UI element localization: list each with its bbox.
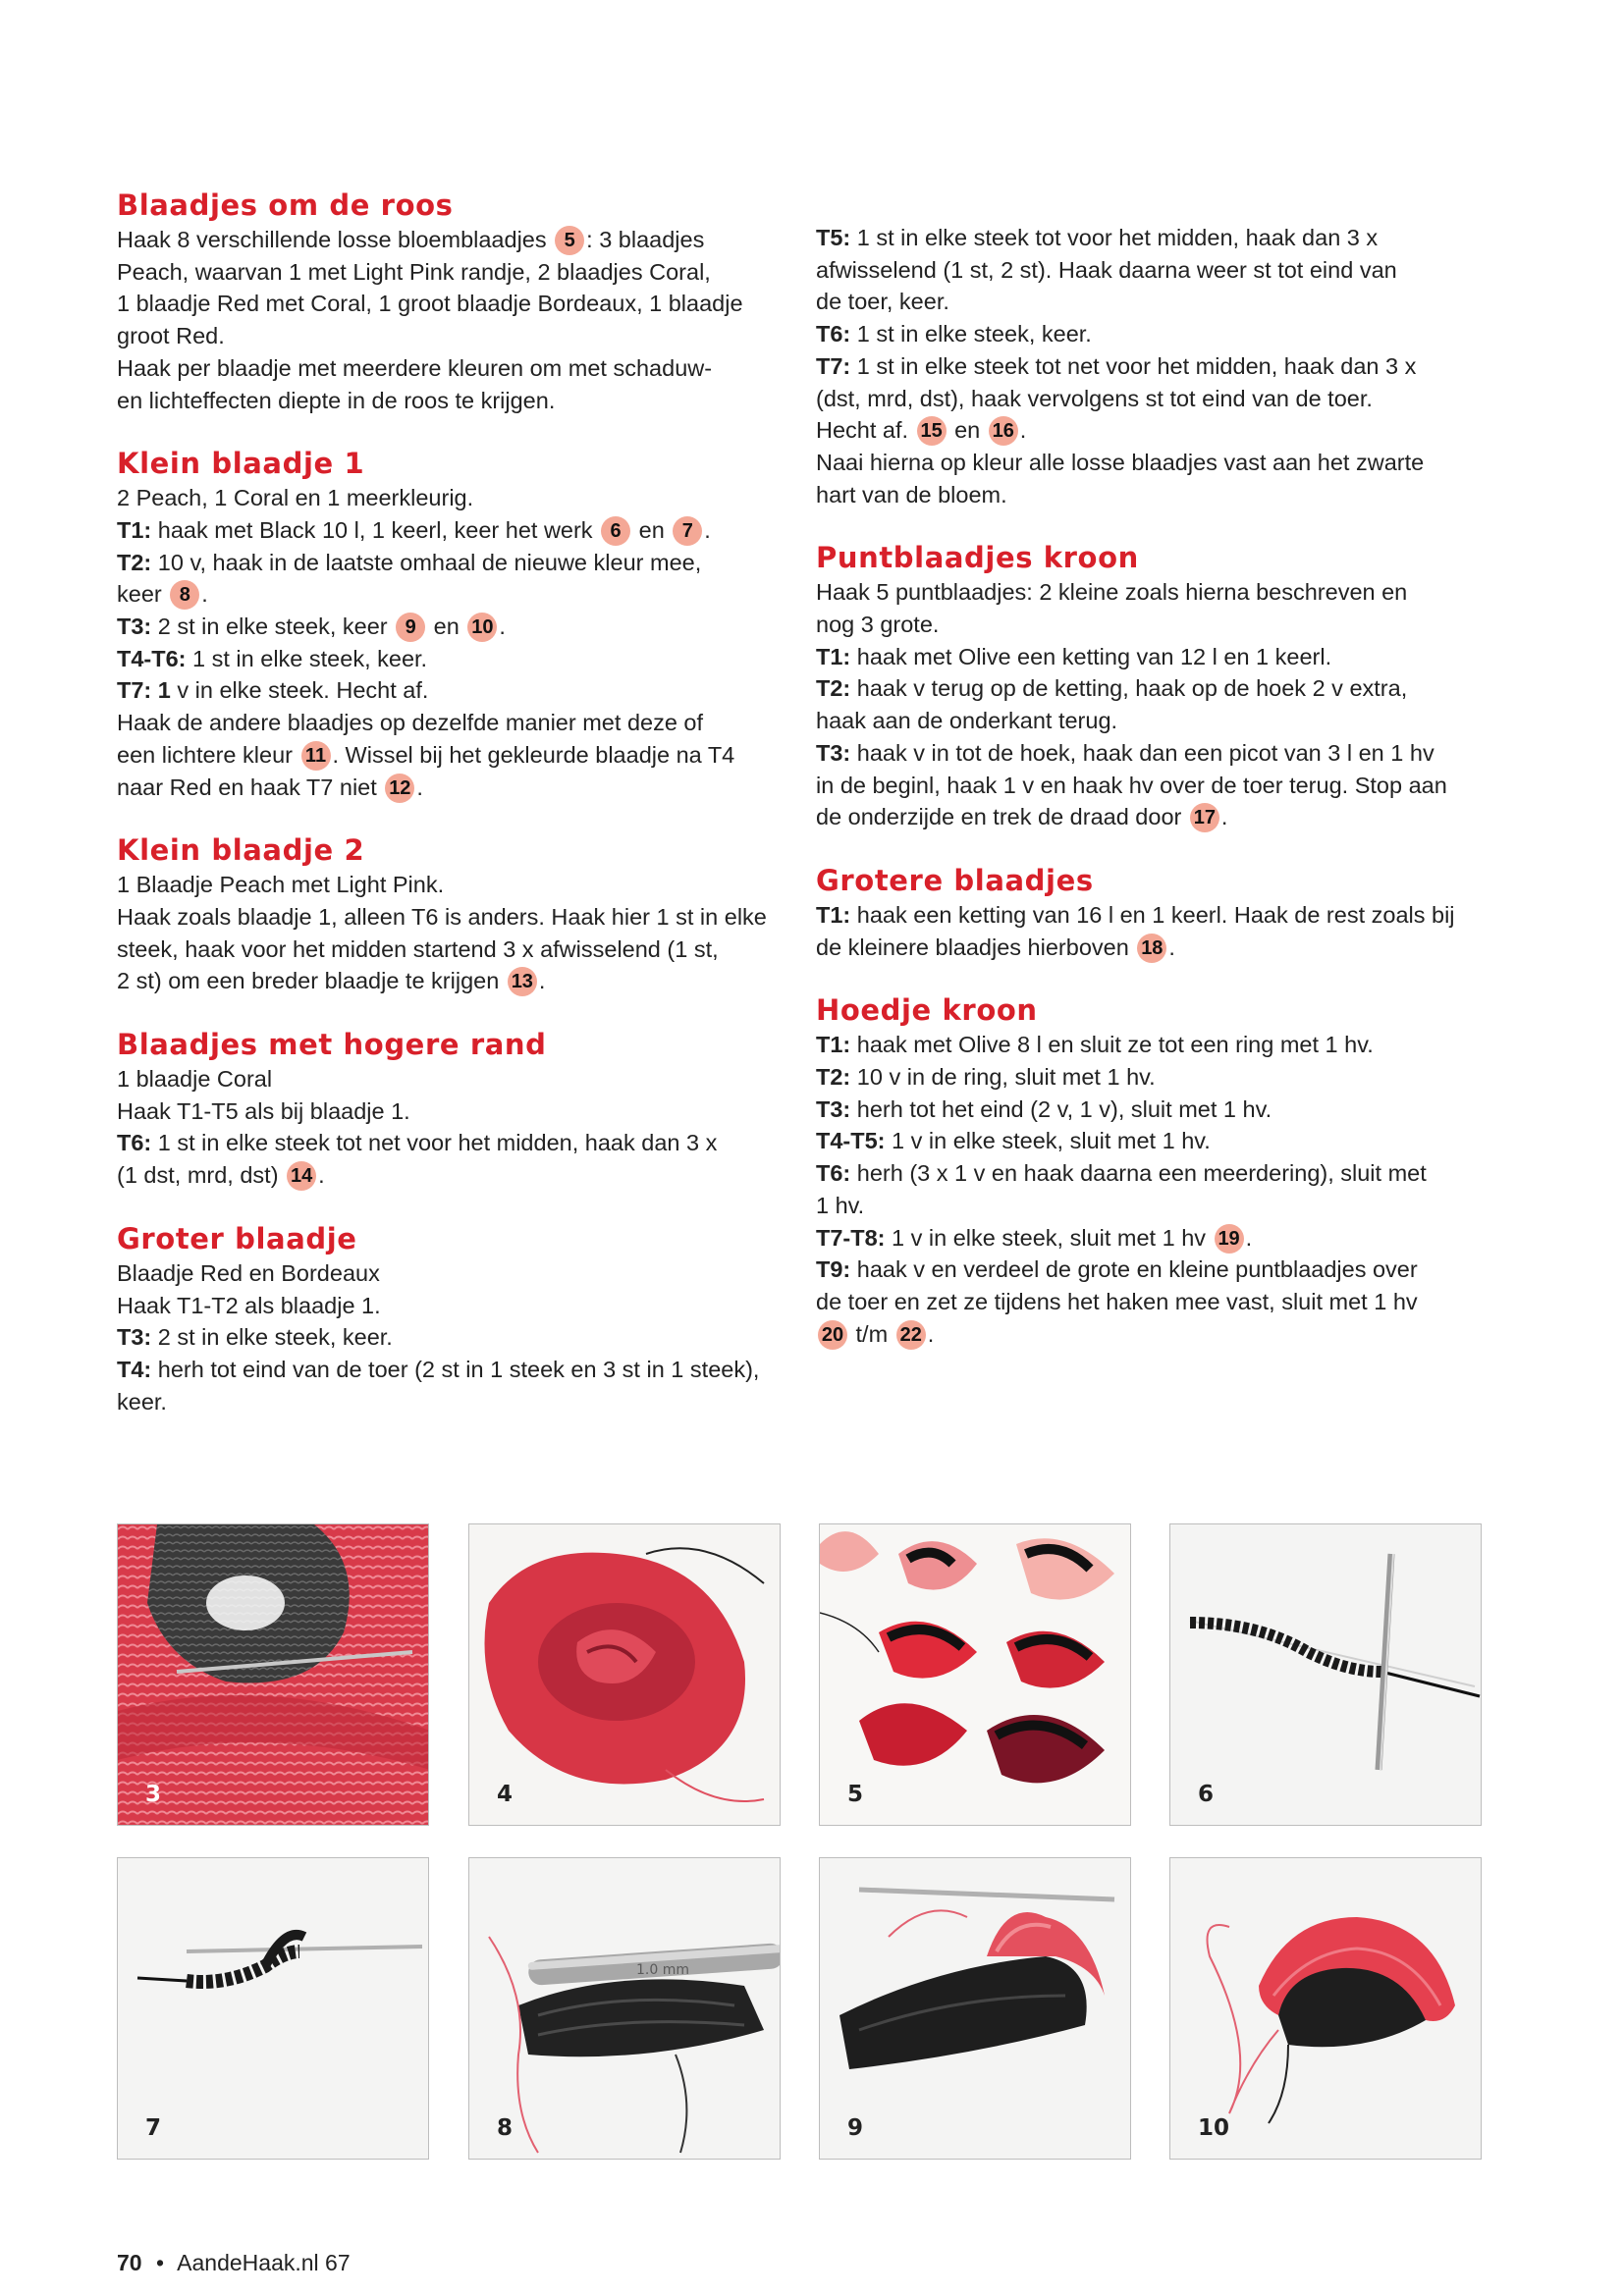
round-label: T1: bbox=[816, 901, 851, 928]
text-run: (1 dst, mrd, dst) bbox=[117, 1162, 286, 1189]
text-line bbox=[816, 414, 1503, 447]
text-line bbox=[117, 965, 804, 997]
section-heading: Klein blaadje 2 bbox=[117, 833, 365, 868]
footer-source: AandeHaak.nl 67 bbox=[177, 2250, 351, 2275]
text-line bbox=[117, 1321, 804, 1354]
step-badge: 16 bbox=[989, 416, 1018, 446]
text-run: hart van de bloem. bbox=[816, 481, 1007, 507]
round-label: T6: bbox=[816, 1160, 851, 1187]
text-line bbox=[117, 707, 804, 739]
text-line bbox=[117, 482, 804, 514]
text-line bbox=[117, 611, 804, 643]
text-line bbox=[117, 869, 804, 901]
section-heading: Hoedje kroon bbox=[816, 993, 1038, 1028]
text-run: . bbox=[201, 581, 208, 608]
text-run: Haak 5 puntblaadjes: 2 kleine zoals hierna beschreven en bbox=[816, 579, 1408, 606]
text-run: Blaadje Red en Bordeaux bbox=[117, 1259, 380, 1286]
text-run: afwisselend (1 st, 2 st). Haak daarna weer st tot eind van bbox=[816, 256, 1397, 283]
text-run: en bbox=[632, 516, 672, 543]
text-line bbox=[816, 770, 1503, 802]
text-run: Haak T1-T5 als bij blaadje 1. bbox=[117, 1097, 410, 1124]
text-run: 2 st) om een breder blaadje te krijgen bbox=[117, 968, 506, 994]
step-badge: 11 bbox=[301, 741, 331, 771]
text-run: en bbox=[427, 614, 466, 640]
text-run: haak aan de onderkant terug. bbox=[816, 708, 1118, 734]
text-line bbox=[816, 286, 1503, 318]
photo-number: 5 bbox=[847, 1782, 864, 1807]
text-run: . bbox=[1168, 934, 1175, 960]
round-label: T1: bbox=[816, 1032, 851, 1058]
photo-number: 3 bbox=[145, 1782, 162, 1807]
text-line bbox=[816, 801, 1503, 833]
section bbox=[816, 991, 1503, 1350]
text-line bbox=[816, 1190, 1503, 1222]
text-run: . bbox=[318, 1162, 325, 1189]
round-label: T6: bbox=[816, 321, 851, 347]
section-heading: Blaadjes om de roos bbox=[117, 188, 454, 222]
text-run: Haak 8 verschillende losse bloemblaadjes bbox=[117, 227, 554, 252]
text-line bbox=[117, 739, 804, 772]
page-footer bbox=[117, 2250, 351, 2276]
photo-9 bbox=[819, 1857, 1131, 2160]
text-line bbox=[816, 479, 1503, 511]
step-badge: 10 bbox=[467, 613, 497, 642]
text-line bbox=[816, 1125, 1503, 1157]
text-run: 2 st in elke steek, keer bbox=[151, 614, 395, 640]
section bbox=[816, 222, 1503, 510]
text-line bbox=[816, 383, 1503, 415]
round-label: T4-T5: bbox=[816, 1128, 886, 1154]
text-run: 2 Peach, 1 Coral en 1 meerkleurig. bbox=[117, 485, 474, 511]
round-label: T6: bbox=[117, 1130, 152, 1156]
text-run: haak v en verdeel de grote en kleine puntblaadjes over bbox=[850, 1256, 1418, 1283]
round-label: T2: bbox=[816, 675, 851, 702]
hook-size-label: 1.0 mm bbox=[636, 1962, 689, 1978]
round-label: T7: bbox=[816, 352, 851, 379]
section bbox=[117, 187, 804, 416]
text-line bbox=[117, 385, 804, 417]
text-run: 1 st in elke steek tot voor het midden, haak dan 3 x bbox=[850, 225, 1379, 250]
text-run: Hecht af. bbox=[816, 417, 915, 444]
section bbox=[117, 445, 804, 803]
text-line bbox=[117, 1257, 804, 1290]
photo-10 bbox=[1169, 1857, 1482, 2160]
section-heading: Blaadjes met hogere rand bbox=[117, 1028, 547, 1062]
photo-number: 4 bbox=[497, 1782, 514, 1807]
text-line bbox=[117, 1127, 804, 1159]
text-line bbox=[816, 672, 1503, 705]
round-label: T2: bbox=[117, 549, 152, 575]
section-heading: Puntblaadjes kroon bbox=[816, 541, 1139, 575]
text-line bbox=[816, 1029, 1503, 1061]
round-label: T1: bbox=[117, 516, 152, 543]
text-run: haak v terug op de ketting, haak op de hoek 2 v extra, bbox=[850, 675, 1408, 702]
text-run: keer bbox=[117, 581, 169, 608]
round-label: T7-T8: bbox=[816, 1224, 886, 1251]
text-line bbox=[117, 578, 804, 611]
text-line bbox=[117, 514, 804, 547]
round-label: T1: bbox=[816, 643, 851, 669]
section-heading: Klein blaadje 1 bbox=[117, 447, 365, 481]
step-badge: 19 bbox=[1215, 1224, 1244, 1254]
photo-number: 7 bbox=[145, 2115, 162, 2141]
text-line bbox=[816, 705, 1503, 737]
section bbox=[117, 1026, 804, 1192]
text-line bbox=[117, 1386, 804, 1418]
text-line bbox=[816, 932, 1503, 964]
text-line bbox=[117, 772, 804, 804]
text-run: herh tot eind van de toer (2 st in 1 steek en 3 st in 1 steek), bbox=[151, 1356, 760, 1382]
text-run: de onderzijde en trek de draad door bbox=[816, 804, 1188, 830]
photo-4 bbox=[468, 1523, 781, 1826]
text-line bbox=[816, 1157, 1503, 1190]
step-badge: 17 bbox=[1190, 803, 1219, 832]
section bbox=[816, 862, 1503, 963]
section-heading: Grotere blaadjes bbox=[816, 863, 1094, 897]
step-badge: 8 bbox=[170, 580, 199, 610]
step-badge: 5 bbox=[555, 226, 584, 255]
photo-3 bbox=[117, 1523, 429, 1826]
text-run: 1 st in elke steek, keer. bbox=[186, 645, 428, 671]
text-run: 10 v in de ring, sluit met 1 hv. bbox=[850, 1064, 1156, 1091]
text-line bbox=[117, 256, 804, 289]
photo-grid bbox=[117, 1523, 1482, 2162]
text-run: de toer en zet ze tijdens het haken mee vast, sluit met 1 hv bbox=[816, 1288, 1418, 1314]
text-run: 1 st in elke steek tot net voor het midden, haak dan 3 x bbox=[850, 352, 1417, 379]
text-line bbox=[816, 641, 1503, 673]
step-badge: 7 bbox=[673, 516, 702, 546]
section bbox=[816, 539, 1503, 833]
text-line bbox=[117, 1290, 804, 1322]
text-line bbox=[117, 1063, 804, 1095]
text-line bbox=[117, 643, 804, 675]
text-line bbox=[117, 1354, 804, 1386]
text-run: . bbox=[704, 516, 711, 543]
text-line bbox=[816, 1061, 1503, 1094]
text-line bbox=[816, 222, 1503, 254]
text-line bbox=[816, 576, 1503, 609]
text-run: Haak per blaadje met meerdere kleuren om met schaduw- bbox=[117, 354, 713, 381]
text-line bbox=[816, 1222, 1503, 1255]
photo-5 bbox=[819, 1523, 1131, 1826]
text-run: haak met Black 10 l, 1 keerl, keer het werk bbox=[151, 516, 600, 543]
text-run: in de beginl, haak 1 v en haak hv over de toer terug. Stop aan bbox=[816, 772, 1447, 798]
text-run: haak een ketting van 16 l en 1 keerl. Haak de rest zoals bij bbox=[850, 901, 1455, 928]
text-run: 10 v, haak in de laatste omhaal de nieuwe kleur mee, bbox=[151, 549, 702, 575]
photo-number: 10 bbox=[1198, 2115, 1230, 2141]
text-run: Haak de andere blaadjes op dezelfde manier met deze of bbox=[117, 710, 704, 736]
round-label: T9: bbox=[816, 1256, 851, 1283]
text-run: . bbox=[1019, 417, 1027, 444]
text-line bbox=[117, 320, 804, 352]
text-run: steek, haak voor het midden startend 3 x afwisselend (1 st, bbox=[117, 935, 719, 962]
text-run: . bbox=[416, 774, 423, 800]
text-run: . bbox=[927, 1320, 935, 1347]
photo-number: 9 bbox=[847, 2115, 864, 2141]
text-run: keer. bbox=[117, 1388, 167, 1415]
text-run: nog 3 grote. bbox=[816, 612, 940, 638]
text-run: 1 hv. bbox=[816, 1192, 865, 1218]
text-line bbox=[117, 901, 804, 934]
section-heading: Groter blaadje bbox=[117, 1221, 357, 1255]
text-run: t/m bbox=[849, 1320, 894, 1347]
text-line bbox=[117, 674, 804, 707]
text-run: (dst, mrd, dst), haak vervolgens st tot eind van de toer. bbox=[816, 385, 1373, 411]
text-line bbox=[816, 609, 1503, 641]
page-number: 70 bbox=[117, 2250, 142, 2275]
text-run: Haak T1-T2 als blaadje 1. bbox=[117, 1292, 381, 1318]
round-label: T3: bbox=[816, 739, 851, 766]
round-label: T7: 1 bbox=[117, 677, 171, 704]
text-run: 1 v in elke steek, sluit met 1 hv. bbox=[885, 1128, 1211, 1154]
text-run: 1 blaadje Coral bbox=[117, 1066, 273, 1093]
text-line bbox=[816, 318, 1503, 350]
text-line bbox=[117, 288, 804, 320]
step-badge: 14 bbox=[287, 1161, 316, 1191]
text-run: haak met Olive een ketting van 12 l en 1 keerl. bbox=[850, 643, 1332, 669]
round-label: T3: bbox=[117, 1324, 152, 1351]
text-line bbox=[816, 1286, 1503, 1318]
text-line bbox=[816, 350, 1503, 383]
text-run: een lichtere kleur bbox=[117, 741, 299, 768]
text-run: Peach, waarvan 1 met Light Pink randje, 2 blaadjes Coral, bbox=[117, 258, 711, 285]
text-line bbox=[816, 1254, 1503, 1286]
text-run: de kleinere blaadjes hierboven bbox=[816, 934, 1136, 960]
text-line bbox=[117, 352, 804, 385]
text-run: groot Red. bbox=[117, 323, 225, 349]
text-run: v in elke steek. Hecht af. bbox=[170, 677, 429, 704]
text-run: . bbox=[1220, 804, 1228, 830]
text-run: haak v in tot de hoek, haak dan een picot van 3 l en 1 hv bbox=[850, 739, 1435, 766]
text-line bbox=[117, 547, 804, 579]
text-run: 1 st in elke steek, keer. bbox=[850, 321, 1092, 347]
round-label: T2: bbox=[816, 1064, 851, 1091]
step-badge: 20 bbox=[818, 1320, 847, 1350]
photo-7 bbox=[117, 1857, 429, 2160]
text-run: : 3 blaadjes bbox=[586, 227, 705, 252]
text-run: en bbox=[947, 417, 987, 444]
text-line bbox=[117, 1159, 804, 1192]
text-run: naar Red en haak T7 niet bbox=[117, 774, 384, 800]
text-run: Naai hierna op kleur alle losse blaadjes vast aan het zwarte bbox=[816, 449, 1425, 475]
text-line bbox=[816, 899, 1503, 932]
step-badge: 9 bbox=[396, 613, 425, 642]
text-line bbox=[816, 1318, 1503, 1351]
text-run: 1 st in elke steek tot net voor het midden, haak dan 3 x bbox=[151, 1130, 718, 1156]
footer-bullet: • bbox=[155, 2250, 165, 2275]
step-badge: 22 bbox=[896, 1320, 926, 1350]
text-run: 1 blaadje Red met Coral, 1 groot blaadje Bordeaux, 1 blaadje bbox=[117, 291, 743, 317]
step-badge: 12 bbox=[385, 774, 414, 803]
text-run: . bbox=[499, 614, 506, 640]
text-line bbox=[816, 1094, 1503, 1126]
section bbox=[117, 1220, 804, 1418]
round-label: T3: bbox=[816, 1095, 851, 1122]
round-label: T5: bbox=[816, 225, 851, 250]
text-run: 1 v in elke steek, sluit met 1 hv bbox=[885, 1224, 1213, 1251]
text-run: . bbox=[538, 968, 546, 994]
text-run: 2 st in elke steek, keer. bbox=[151, 1324, 393, 1351]
step-badge: 18 bbox=[1137, 934, 1166, 963]
text-run: Haak zoals blaadje 1, alleen T6 is anders. Haak hier 1 st in elke bbox=[117, 903, 767, 930]
round-label: T3: bbox=[117, 614, 152, 640]
text-line bbox=[117, 224, 804, 256]
photo-6 bbox=[1169, 1523, 1482, 1826]
text-run: haak met Olive 8 l en sluit ze tot een ring met 1 hv. bbox=[850, 1032, 1374, 1058]
text-line bbox=[816, 254, 1503, 287]
text-line bbox=[816, 737, 1503, 770]
text-run: herh (3 x 1 v en haak daarna een meerdering), sluit met bbox=[850, 1160, 1427, 1187]
round-label: T4-T6: bbox=[117, 645, 187, 671]
left-column bbox=[117, 187, 804, 1417]
step-badge: 15 bbox=[917, 416, 947, 446]
section bbox=[117, 831, 804, 997]
text-run: herh tot het eind (2 v, 1 v), sluit met 1 hv. bbox=[850, 1095, 1272, 1122]
round-label: T4: bbox=[117, 1356, 152, 1382]
right-column bbox=[816, 222, 1503, 1350]
text-run: en lichteffecten diepte in de roos te krijgen. bbox=[117, 387, 556, 413]
photo-number: 6 bbox=[1198, 1782, 1215, 1807]
text-run: de toer, keer. bbox=[816, 289, 949, 315]
text-line bbox=[816, 447, 1503, 479]
text-line bbox=[117, 1095, 804, 1128]
step-badge: 13 bbox=[508, 967, 537, 996]
text-run: . bbox=[1245, 1224, 1253, 1251]
photo-8 bbox=[468, 1857, 781, 2160]
step-badge: 6 bbox=[601, 516, 630, 546]
photo-number: 8 bbox=[497, 2115, 514, 2141]
text-run: . Wissel bij het gekleurde blaadje na T4 bbox=[332, 741, 735, 768]
text-run: 1 Blaadje Peach met Light Pink. bbox=[117, 872, 445, 898]
text-line bbox=[117, 934, 804, 966]
